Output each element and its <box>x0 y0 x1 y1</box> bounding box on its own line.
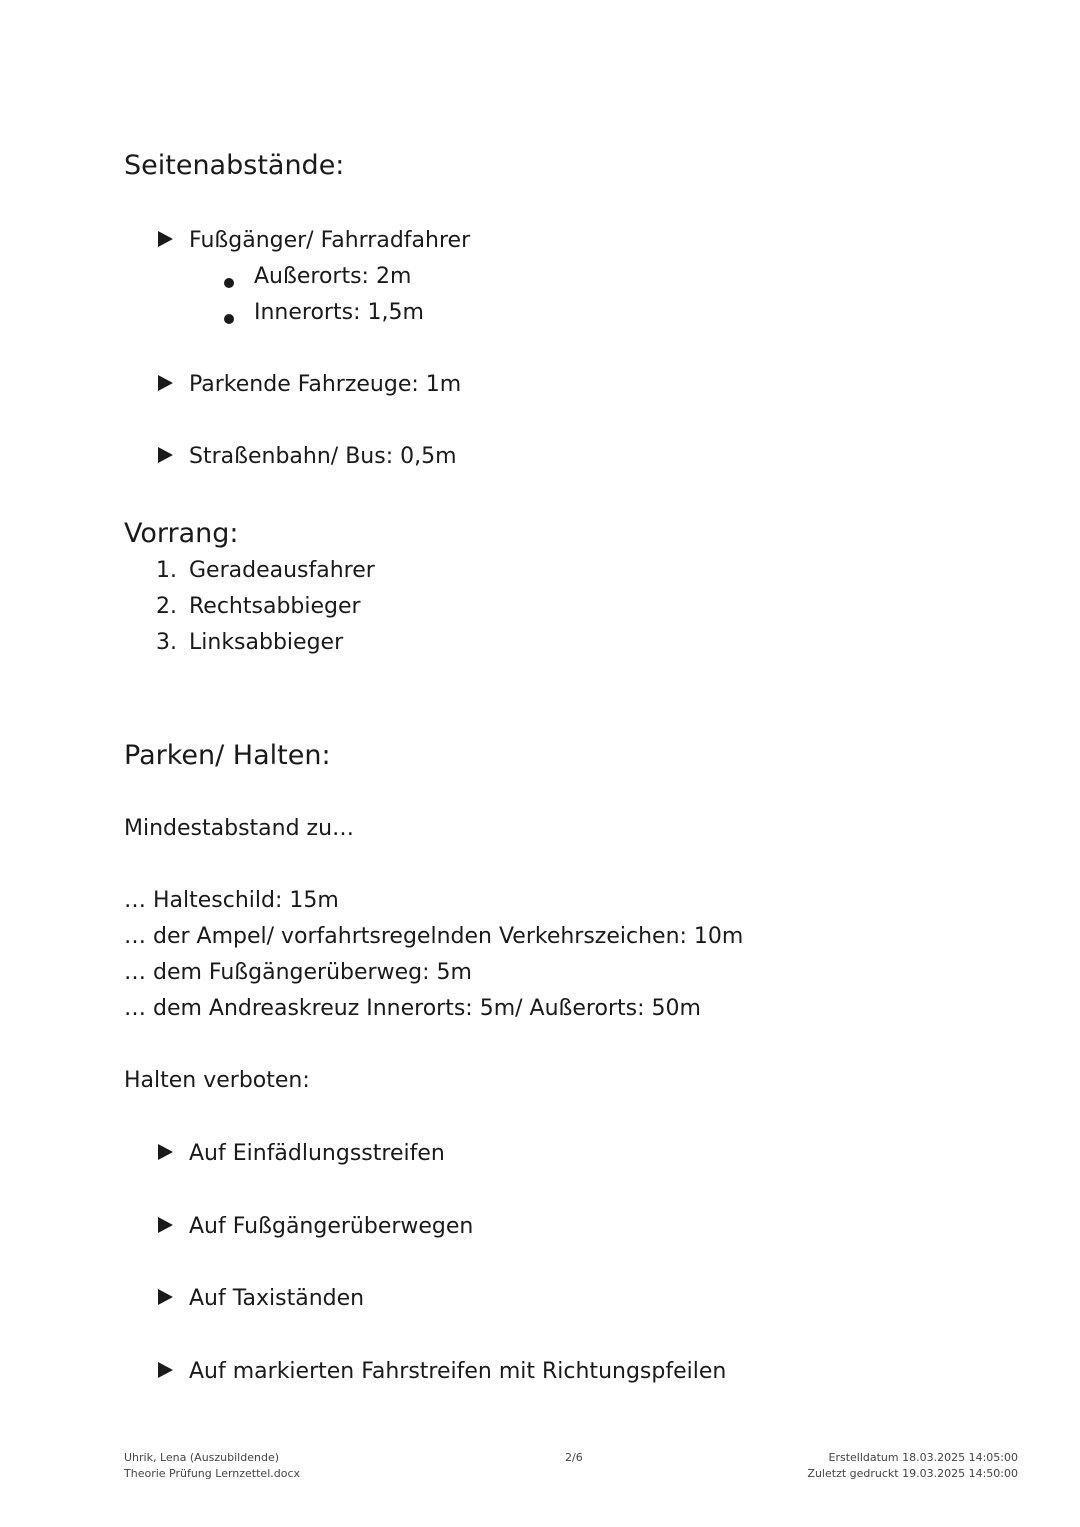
verboten-item: Auf Taxiständen <box>189 1286 365 1311</box>
heading-vorrang: Vorrang: <box>124 518 239 549</box>
footer-author: Uhrik, Lena (Auszubildende) <box>124 1451 279 1464</box>
footer-left <box>124 1450 300 1482</box>
verboten-item: Auf markierten Fahrstreifen mit Richtungspfeilen <box>189 1359 727 1384</box>
arrow-bullet-icon <box>158 1359 173 1378</box>
footer-printed: Zuletzt gedruckt 19.03.2025 14:50:00 <box>807 1467 1018 1480</box>
verboten-item: Auf Einfädlungsstreifen <box>189 1141 445 1166</box>
list-number: 3. <box>156 630 177 655</box>
arrow-bullet-icon <box>158 1141 173 1160</box>
list-number: 1. <box>156 558 177 583</box>
footer-right <box>807 1450 1018 1482</box>
arrow-bullet-icon <box>158 372 173 391</box>
heading-seitenabstaende: Seitenabstände: <box>124 150 345 181</box>
list-number: 2. <box>156 594 177 619</box>
abstand-line: … dem Fußgängerüberweg: 5m <box>124 960 472 985</box>
halten-verboten-label: Halten verboten: <box>124 1068 310 1093</box>
item-strassenbahn: Straßenbahn/ Bus: 0,5m <box>189 444 457 469</box>
item-fussgaenger: Fußgänger/ Fahrradfahrer <box>189 228 471 253</box>
abstand-line: … der Ampel/ vorfahrtsregelnden Verkehrszeichen: 10m <box>124 924 744 949</box>
footer-created: Erstelldatum 18.03.2025 14:05:00 <box>828 1451 1018 1464</box>
verboten-item: Auf Fußgängerüberwegen <box>189 1214 474 1239</box>
abstand-line: … Halteschild: 15m <box>124 888 339 913</box>
footer-filename: Theorie Prüfung Lernzettel.docx <box>124 1467 301 1480</box>
list-item: Rechtsabbieger <box>189 594 361 619</box>
heading-parken-halten: Parken/ Halten: <box>124 740 331 771</box>
item-parkend: Parkende Fahrzeuge: 1m <box>189 372 462 397</box>
item-ausserorts: Außerorts: 2m <box>254 264 412 289</box>
abstand-line: … dem Andreaskreuz Innerorts: 5m/ Außerorts: 50m <box>124 996 701 1021</box>
arrow-bullet-icon <box>158 1214 173 1233</box>
mindestabstand-label: Mindestabstand zu… <box>124 816 355 841</box>
arrow-bullet-icon <box>158 1286 173 1305</box>
dot-bullet-icon <box>224 308 234 327</box>
arrow-bullet-icon <box>158 444 173 463</box>
footer-page-number: 2/6 <box>565 1451 583 1464</box>
dot-bullet-icon <box>224 272 234 291</box>
list-item: Geradeausfahrer <box>189 558 375 583</box>
list-item: Linksabbieger <box>189 630 344 655</box>
arrow-bullet-icon <box>158 228 173 247</box>
item-innerorts: Innerorts: 1,5m <box>254 300 424 325</box>
